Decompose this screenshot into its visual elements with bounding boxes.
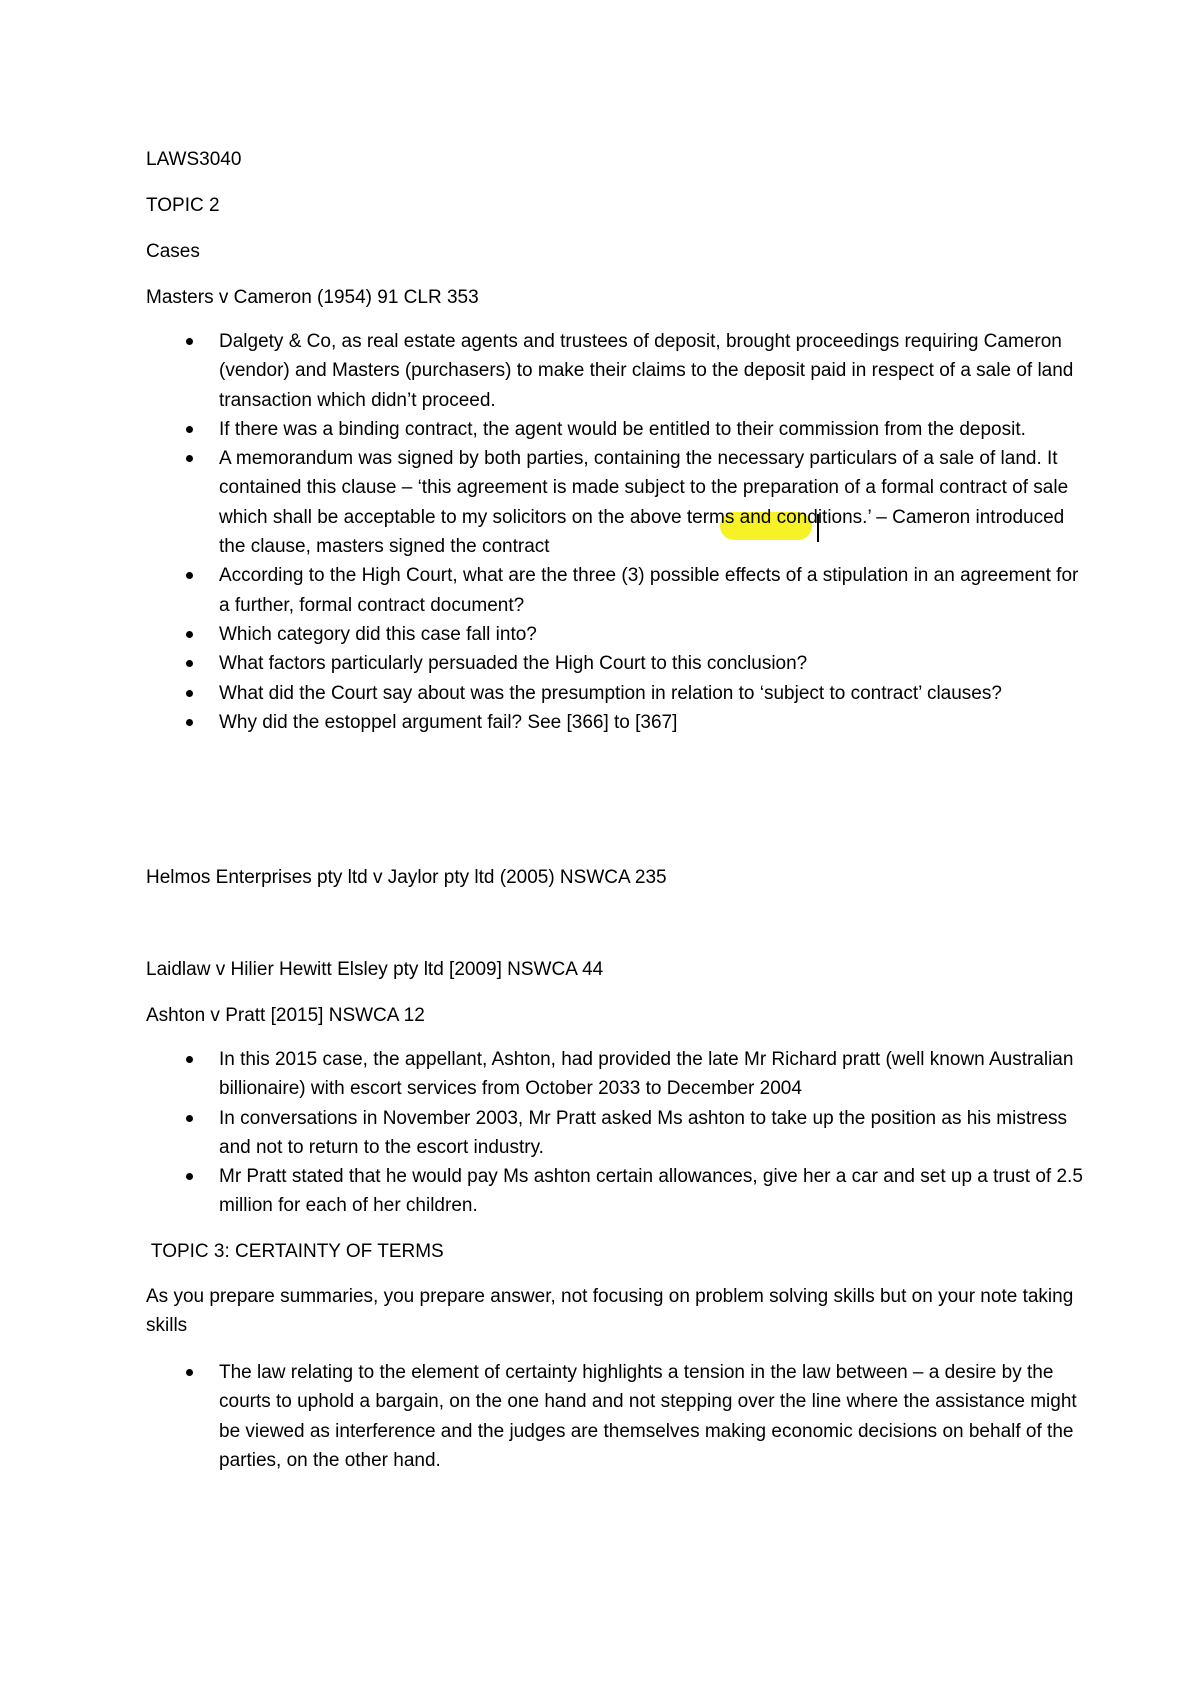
- bullet-icon: [186, 660, 193, 667]
- ashton-bullet-list: [146, 1045, 1086, 1221]
- bullet-icon: [186, 1369, 193, 1376]
- bullet-icon: [186, 455, 193, 462]
- course-code: LAWS3040: [146, 149, 242, 170]
- bullet-icon: [186, 338, 193, 345]
- bullet-icon: [186, 719, 193, 726]
- masters-bullet-list: [146, 327, 1086, 737]
- list-item: In this 2015 case, the appellant, Ashton, had provided the late Mr Richard pratt (well known Australian billionaire) with escort services from October 2033 to December 2004: [146, 1045, 1086, 1104]
- list-item: Why did the estoppel argument fail? See [366] to [367]: [146, 708, 1086, 737]
- topic3-heading: TOPIC 3: CERTAINTY OF TERMS: [146, 1241, 444, 1262]
- bullet-icon: [186, 1056, 193, 1063]
- list-item: The law relating to the element of certainty highlights a tension in the law between – a desire by the courts to uphold a bargain, on the one hand and not stepping over the line where the assistance might be viewed as interference and the judges are themselves making economic decisions on behalf of the parties, on the other hand.: [146, 1358, 1086, 1475]
- case-title-laidlaw: Laidlaw v Hilier Hewitt Elsley pty ltd [2009] NSWCA 44: [146, 959, 604, 980]
- list-item: According to the High Court, what are the three (3) possible effects of a stipulation in an agreement for a further, formal contract document?: [146, 561, 1086, 620]
- case-title-ashton: Ashton v Pratt [2015] NSWCA 12: [146, 1005, 425, 1026]
- case-title-masters: Masters v Cameron (1954) 91 CLR 353: [146, 287, 479, 308]
- list-item: Dalgety & Co, as real estate agents and trustees of deposit, brought proceedings requiring Cameron (vendor) and Masters (purchasers) to make their claims to the deposit paid in respect of a sale of land transaction which didn’t proceed.: [146, 327, 1086, 415]
- bullet-icon: [186, 572, 193, 579]
- bullet-icon: [186, 631, 193, 638]
- list-item: If there was a binding contract, the agent would be entitled to their commission from the deposit.: [146, 415, 1086, 444]
- section-heading: Cases: [146, 241, 200, 262]
- list-item: Which category did this case fall into?: [146, 620, 1086, 649]
- bullet-icon: [186, 690, 193, 697]
- list-item: What factors particularly persuaded the High Court to this conclusion?: [146, 649, 1086, 678]
- bullet-icon: [186, 426, 193, 433]
- list-item: Mr Pratt stated that he would pay Ms ashton certain allowances, give her a car and set up a trust of 2.5 million for each of her children.: [146, 1162, 1086, 1221]
- topic3-bullet-list: [146, 1358, 1086, 1475]
- bullet-icon: [186, 1115, 193, 1122]
- topic-heading: TOPIC 2: [146, 195, 220, 216]
- topic3-intro: As you prepare summaries, you prepare answer, not focusing on problem solving skills but on your note taking skills: [146, 1286, 1074, 1337]
- case-title-helmos: Helmos Enterprises pty ltd v Jaylor pty ltd (2005) NSWCA 235: [146, 867, 667, 888]
- bullet-icon: [186, 1173, 193, 1180]
- list-item: What did the Court say about was the presumption in relation to ‘subject to contract’ clauses?: [146, 679, 1086, 708]
- list-item: A memorandum was signed by both parties, containing the necessary particulars of a sale of land. It contained this clause – ‘this agreement is made subject to the preparation of a formal contract of sale which shall be acceptable to my solicitors on the above terms and conditions.’ – Cameron introduced the clause, masters signed the contract: [146, 444, 1086, 561]
- list-item: In conversations in November 2003, Mr Pratt asked Ms ashton to take up the position as his mistress and not to return to the escort industry.: [146, 1104, 1086, 1163]
